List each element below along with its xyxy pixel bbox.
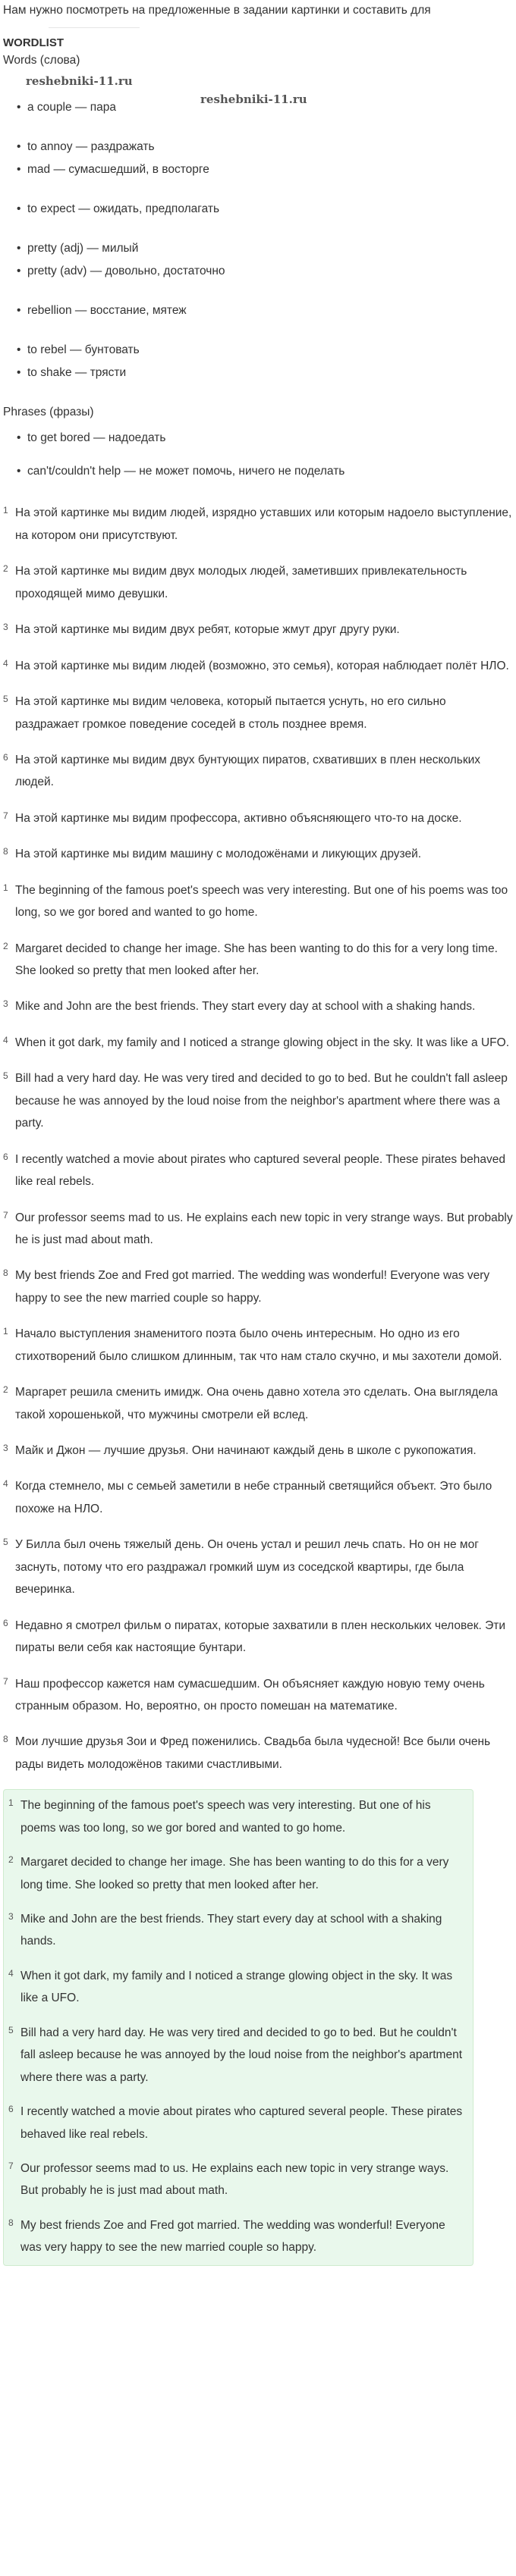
item-text: На этой картинке мы видим двух молодых людей, заметивших привлекательность проходящей мимо девушки. xyxy=(15,565,467,600)
list-item xyxy=(3,502,513,547)
item-number: 4 xyxy=(8,1967,14,1979)
item-number: 4 xyxy=(3,657,8,669)
word-item: • rebellion — восстание, мятеж xyxy=(17,302,513,320)
item-text: Margaret decided to change her image. She has been wanting to do this for a very long time. She looked so pretty that men looked after her. xyxy=(20,1856,449,1891)
watermark-text: reshebniki-11.ru xyxy=(200,92,307,107)
list-item xyxy=(8,2158,465,2202)
item-text: Недавно я смотрел фильм о пиратах, которые захватили в плен нескольких человек. Эти пираты вели себя как настоящие бунтари. xyxy=(15,1619,505,1655)
item-number: 5 xyxy=(8,2024,14,2035)
list-item xyxy=(3,1032,513,1054)
faint-divider xyxy=(49,27,140,28)
word-item: • to expect — ожидать, предполагать xyxy=(17,200,513,218)
item-number: 3 xyxy=(3,1443,8,1454)
item-number: 5 xyxy=(3,1070,8,1082)
item-text: I recently watched a movie about pirates who captured several people. These pirates behaved like real rebels. xyxy=(20,2105,463,2141)
item-number: 3 xyxy=(8,1911,14,1923)
item-number: 8 xyxy=(3,1734,8,1745)
item-text: Маргарет решила сменить имидж. Она очень давно хотела это сделать. Она выглядела такой хорошенькой, что мужчины смотрели ей вслед. xyxy=(15,1386,499,1421)
list-item xyxy=(3,1534,513,1600)
list-item xyxy=(8,2022,465,2089)
list-item xyxy=(3,807,513,829)
item-number: 7 xyxy=(3,810,8,821)
item-text: Начало выступления знаменитого поэта было очень интересным. Но одно из его стихотворений было слишком длинным, так что нам стало скучно, и мы захотели домой. xyxy=(15,1327,502,1363)
wordlist-title: WORDLIST xyxy=(3,36,64,50)
item-text: Margaret decided to change her image. She has been wanting to do this for a very long time. She looked so pretty that men looked after her. xyxy=(15,942,498,978)
item-number: 2 xyxy=(3,1384,8,1396)
item-number: 6 xyxy=(3,751,8,763)
item-number: 8 xyxy=(3,1268,8,1279)
intro-text: Нам нужно посмотреть на предложенные в задании картинки и составить для xyxy=(3,4,431,17)
item-number: 6 xyxy=(8,2104,14,2115)
item-number: 7 xyxy=(3,1209,8,1221)
item-number: 6 xyxy=(3,1151,8,1162)
item-text: На этой картинке мы видим людей (возможно, это семья), которая наблюдает полёт НЛО. xyxy=(15,659,509,672)
word-item: • a couple — пара xyxy=(17,99,513,117)
list-item xyxy=(3,1731,513,1775)
item-number: 5 xyxy=(3,1537,8,1548)
item-number: 3 xyxy=(3,998,8,1010)
item-text: На этой картинке мы видим человека, который пытается уснуть, но его сильно раздражает громкое поведение соседей в столь позднее время. xyxy=(15,695,446,731)
item-number: 8 xyxy=(8,2217,14,2228)
item-text: Mike and John are the best friends. They start every day at school with a shaking hands. xyxy=(15,1000,476,1014)
item-text: Our professor seems mad to us. He explains each new topic in very strange ways. But probably he is just mad about math. xyxy=(15,1211,513,1246)
list-item xyxy=(3,1149,513,1193)
item-text: I recently watched a movie about pirates who captured several people. These pirates behaved like real rebels. xyxy=(15,1152,505,1189)
item-number: 1 xyxy=(3,882,8,893)
item-text: На этой картинке мы видим машину с молодожёнами и ликующих друзей. xyxy=(15,848,422,861)
item-number: 1 xyxy=(3,1326,8,1337)
phrase-item: • to get bored — надоедать xyxy=(17,429,513,447)
item-text: The beginning of the famous poet's speech was very interesting. But one of his poems was too long, so we gor bored and wanted to go home. xyxy=(15,883,508,920)
list-item xyxy=(3,560,513,605)
item-text: When it got dark, my family and I noticed a strange glowing object in the sky. It was like a UFO. xyxy=(20,1969,453,2005)
item-text: На этой картинке мы видим людей, изрядно уставших или которым надоело выступление, на котором они присутствуют. xyxy=(15,506,512,542)
item-number: 7 xyxy=(8,2160,14,2171)
list-item xyxy=(8,2101,465,2145)
answer-box xyxy=(3,1789,474,2265)
list-item xyxy=(3,879,513,924)
phrases-subtitle: Phrases (фразы) xyxy=(3,406,94,419)
item-text: My best friends Zoe and Fred got married. The wedding was wonderful! Everyone was very happy to see the new married couple so happy. xyxy=(15,1269,490,1305)
russian-translations xyxy=(3,1323,513,1775)
word-list xyxy=(3,99,513,382)
item-number: 4 xyxy=(3,1034,8,1045)
item-text: На этой картинке мы видим двух ребят, которые жмут друг другу руки. xyxy=(15,623,400,637)
item-number: 4 xyxy=(3,1478,8,1490)
item-number: 7 xyxy=(3,1675,8,1687)
words-subtitle: Words (слова) xyxy=(3,54,80,67)
word-item: • to shake — трясти xyxy=(17,364,513,382)
item-text: Майк и Джон — лучшие друзья. Они начинают каждый день в школе с рукопожатия. xyxy=(15,1444,477,1458)
item-text: Mike and John are the best friends. They start every day at school with a shaking hands. xyxy=(20,1913,442,1948)
list-item xyxy=(3,691,513,735)
item-text: The beginning of the famous poet's speech was very interesting. But one of his poems was too long, so we gor bored and wanted to go home. xyxy=(20,1799,431,1835)
answer-list xyxy=(8,1794,465,2258)
watermark-text: reshebniki-11.ru xyxy=(26,74,133,89)
item-text: На этой картинке мы видим профессора, активно объясняющего что-то на доске. xyxy=(15,811,462,825)
list-item xyxy=(3,1381,513,1426)
list-item xyxy=(3,1673,513,1718)
item-number: 1 xyxy=(3,505,8,516)
item-text: Когда стемнело, мы с семьей заметили в небе странный светящийся объект. Это было похоже на НЛО. xyxy=(15,1480,492,1515)
item-number: 2 xyxy=(3,563,8,575)
item-number: 8 xyxy=(3,846,8,857)
word-item: • pretty (adj) — милый xyxy=(17,240,513,258)
item-text: When it got dark, my family and I noticed a strange glowing object in the sky. It was like a UFO. xyxy=(15,1036,509,1049)
item-number: 1 xyxy=(8,1797,14,1809)
list-item xyxy=(3,1207,513,1252)
list-item xyxy=(3,1067,513,1134)
item-number: 6 xyxy=(3,1617,8,1628)
item-text: My best friends Zoe and Fred got married. The wedding was wonderful! Everyone was very happy to see the new married couple so happy. xyxy=(20,2218,445,2255)
list-item xyxy=(3,749,513,794)
word-item: • to rebel — бунтовать xyxy=(17,341,513,359)
list-item xyxy=(3,843,513,865)
word-item: • pretty (adv) — довольно, достаточно xyxy=(17,262,513,280)
item-text: Наш профессор кажется нам сумасшедшим. Он объясняет каждую новую тему очень странным образом. Но, вероятно, он просто помешан на математике. xyxy=(15,1677,485,1713)
list-item xyxy=(3,938,513,982)
phrase-item: • can't/couldn't help — не может помочь, ничего не поделать xyxy=(17,462,513,481)
item-number: 5 xyxy=(3,694,8,705)
item-text: Мои лучшие друзья Зои и Фред поженились. Свадьба была чудесной! Все были очень рады видеть молодожёнов такими счастливыми. xyxy=(15,1735,491,1771)
item-number: 2 xyxy=(3,940,8,951)
item-text: Bill had a very hard day. He was very tired and decided to go to bed. But he couldn't fall asleep because he was annoyed by the loud noise from the neighbor's apartment where there was a party. xyxy=(15,1072,508,1130)
list-item xyxy=(3,655,513,677)
list-item xyxy=(8,1908,465,1953)
item-text: Our professor seems mad to us. He explains each new topic in very strange ways. But probably he is just mad about math. xyxy=(20,2161,449,2198)
list-item xyxy=(3,995,513,1017)
list-item xyxy=(8,1794,465,1839)
item-text: У Билла был очень тяжелый день. Он очень устал и решил лечь спать. Но он не мог заснуть, потому что его раздражал громкий шум из соседской квартиры, где была вечеринка. xyxy=(15,1538,479,1597)
item-text: Bill had a very hard day. He was very tired and decided to go to bed. But he couldn't fall asleep because he was annoyed by the loud noise from the neighbor's apartment where there was a party. xyxy=(20,2026,462,2084)
item-text: На этой картинке мы видим двух бунтующих пиратов, схвативших в плен нескольких людей. xyxy=(15,753,481,789)
english-stories xyxy=(3,879,513,1310)
list-item xyxy=(3,1323,513,1368)
word-item: • mad — сумасшедший, в восторге xyxy=(17,161,513,179)
word-item: • to annoy — раздражать xyxy=(17,138,513,156)
list-item xyxy=(8,1851,465,1896)
list-item xyxy=(3,1475,513,1520)
item-number: 2 xyxy=(8,1854,14,1866)
list-item xyxy=(8,1965,465,2010)
phrase-list xyxy=(3,429,513,481)
russian-descriptions xyxy=(3,502,513,865)
list-item xyxy=(3,1264,513,1309)
list-item xyxy=(3,1615,513,1659)
list-item xyxy=(8,2214,465,2259)
list-item xyxy=(3,619,513,641)
list-item xyxy=(3,1440,513,1462)
item-number: 3 xyxy=(3,622,8,633)
